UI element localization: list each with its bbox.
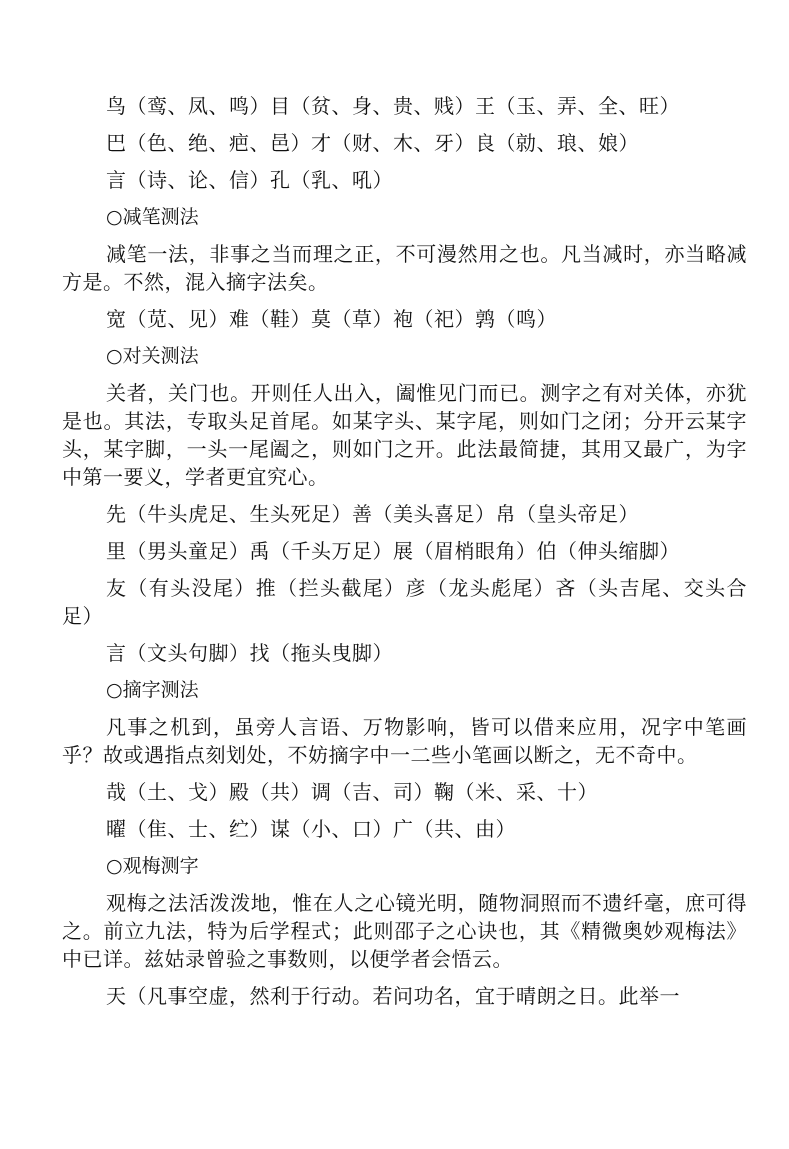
body-paragraph: 天（凡事空虚，然利于行动。若问功名，宜于晴朗之日。此举一 (106, 984, 680, 1008)
section-heading-zhaizi: ○摘字测法 (106, 679, 199, 701)
char-list-line: 宽（苋、见）难（鞋）莫（草）袍（祀）鹑（鸣） (106, 307, 557, 331)
char-list-line: 友（有头没尾）推（拦头截尾）彦（龙头彪尾）吝（头吉尾、交头合足） (62, 576, 747, 628)
char-list-line: 先（牛头虎足、生头死足）善（美头喜足）帛（皇头帝足） (106, 502, 639, 526)
char-list-line: 巴（色、绝、疤、邑）才（财、木、牙）良（勍、琅、娘） (106, 131, 639, 155)
char-list-line: 鸟（鸾、凤、鸣）目（贫、身、贵、贱）王（玉、弄、全、旺） (106, 94, 680, 118)
body-paragraph: 减笔一法，非事之当而理之正，不可漫然用之也。凡当减时，亦当略减方是。不然，混入摘字法矣。 (62, 242, 747, 294)
body-paragraph: 凡事之机到，虽旁人言语、万物影响，皆可以借来应用，况字中笔画乎？故或遇指点刻划处，不妨摘字中一二些小笔画以断之，无不奇中。 (62, 715, 747, 767)
body-paragraph: 关者，关门也。开则任人出入，阖惟见门而已。测字之有对关体，亦犹是也。其法，专取头足首尾。如某字头、某字尾，则如门之闭；分开云某字头，某字脚，一头一尾阖之，则如门之开。此法最简捷，其用又最广，为字中第一要义，学者更宜究心。 (62, 381, 747, 489)
section-heading-guanmei: ○观梅测字 (106, 855, 199, 877)
document-page (62, 92, 747, 1019)
section-heading-jianbi: ○减笔测法 (106, 206, 199, 228)
char-list-line: 言（诗、论、信）孔（乳、吼） (106, 168, 393, 192)
char-list-line: 哉（土、戈）殿（共）调（吉、司）鞠（米、采、十） (106, 780, 598, 804)
char-list-line: 言（文头句脚）找（拖头曳脚） (106, 641, 393, 665)
section-heading-duiguan: ○对关测法 (106, 345, 199, 367)
body-paragraph: 观梅之法活泼泼地，惟在人之心镜光明，随物洞照而不遗纤毫，庶可得之。前立九法，特为后学程式；此则邵子之心诀也，其《精微奥妙观梅法》中已详。兹姑录曾验之事数则，以便学者会悟云。 (62, 891, 747, 971)
char-list-line: 里（男头童足）禹（千头万足）展（眉梢眼角）伯（伸头缩脚） (106, 539, 680, 563)
char-list-line: 曜（隹、士、纻）谋（小、口）广（共、由） (106, 817, 516, 841)
